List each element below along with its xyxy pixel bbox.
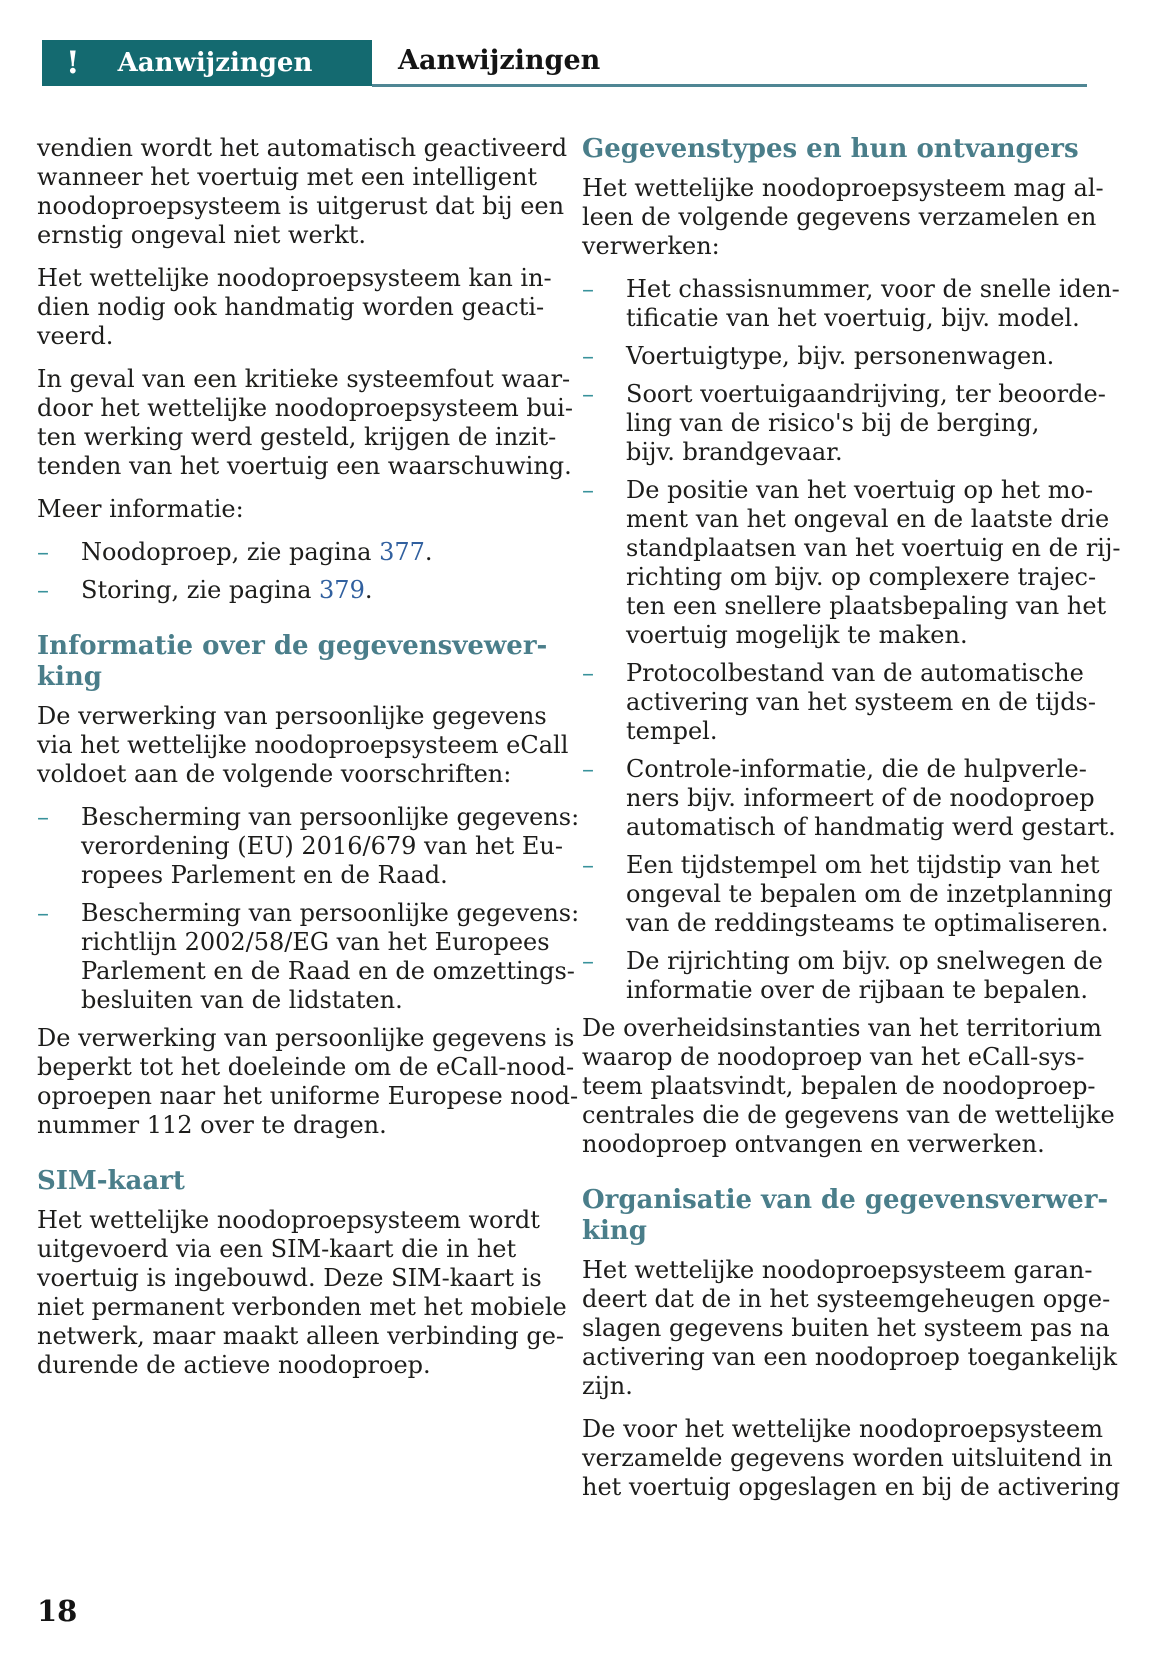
header-rule: [372, 84, 1087, 87]
list-item-text: [626, 755, 1116, 842]
dash-bullet-icon: –: [582, 659, 594, 687]
paragraph: [37, 134, 568, 250]
text-line: leen de volgende gegevens verzamelen en: [582, 203, 1097, 231]
dash-list: [37, 538, 529, 605]
text-line: king: [37, 662, 102, 692]
list-item-text: [626, 659, 1096, 746]
text-line: De verwerking van persoonlijke gegevens: [37, 702, 547, 730]
text-line: Het chassisnummer, voor de snelle iden-: [626, 275, 1120, 303]
section-heading: [37, 631, 548, 693]
list-item-text: [81, 538, 529, 567]
text-line: De verwerking van persoonlijke gegevens is: [37, 1024, 575, 1052]
text-line: ners bijv. informeert of de noodoproep: [626, 784, 1095, 812]
text-line: informatie over de rijbaan te bepalen.: [626, 976, 1088, 1004]
section-heading: [37, 1166, 529, 1197]
paragraph: [582, 1014, 1115, 1159]
text-line: netwerk, maar maakt alleen verbinding ge-: [37, 1322, 565, 1350]
text-line: zijn.: [582, 1372, 633, 1400]
text-line: verzamelde gegevens worden uitsluitend in: [582, 1444, 1113, 1472]
text-line: verordening (EU) 2016/679 van het Eu-: [81, 832, 563, 860]
dash-bullet-icon: –: [37, 899, 49, 927]
text-line: ling van de risico's bij de berging,: [626, 409, 1040, 437]
text-run: .: [424, 538, 433, 566]
text-line: De rijrichting om bijv. op snelwegen de: [626, 947, 1103, 975]
right-column: [582, 134, 1121, 1516]
text-line: Bescherming van persoonlijke gegevens:: [81, 803, 580, 831]
text-line: wanneer het voertuig met een intelligent: [37, 163, 538, 191]
text-line: automatisch of handmatig werd gestart.: [626, 813, 1116, 841]
chapter-title: Aanwijzingen: [398, 45, 601, 76]
list-item: [582, 659, 1094, 746]
text-line: via het wettelijke noodoproepsysteem eCall: [37, 731, 569, 759]
list-item: [37, 576, 529, 605]
text-line: ten werking werd gesteld, krijgen de inzit-: [37, 423, 557, 451]
text-line: teem plaatsvindt, bepalen de noodoproep-: [582, 1072, 1096, 1100]
chapter-badge-label: Aanwijzingen: [117, 48, 313, 78]
text-line: vendien wordt het automatisch geactiveerd: [37, 134, 568, 162]
text-run: Storing, zie pagina: [81, 576, 320, 604]
text-line: Meer informatie:: [37, 495, 244, 523]
paragraph: [37, 1206, 567, 1380]
text-line: De voor het wettelijke noodoproepsysteem: [582, 1415, 1103, 1443]
text-line: dien nodig ook handmatig worden geacti-: [37, 293, 545, 321]
list-item: [582, 380, 1106, 467]
text-line: king: [582, 1216, 647, 1246]
list-item-text: [81, 803, 579, 890]
text-line: In geval van een kritieke systeemfout waar-: [37, 365, 571, 393]
text-line: Een tijdstempel om het tijdstip van het: [626, 851, 1100, 879]
list-item: [37, 803, 580, 890]
list-item: [582, 947, 1103, 1005]
text-line: tenden van het voertuig een waarschuwing.: [37, 452, 572, 480]
text-line: Soort voertuigaandrijving, ter beoorde-: [626, 380, 1106, 408]
dash-bullet-icon: –: [37, 538, 49, 566]
text-line: noodoproep ontvangen en verwerken.: [582, 1130, 1045, 1158]
dash-bullet-icon: –: [582, 947, 594, 975]
list-item-text: [626, 476, 1121, 650]
list-item-text: [81, 576, 529, 605]
left-column: [37, 134, 580, 1394]
text-line: [81, 538, 529, 567]
text-line: bijv. brandgevaar.: [626, 438, 843, 466]
text-line: Het wettelijke noodoproepsysteem garan-: [582, 1256, 1093, 1284]
text-line: Voertuigtype, bijv. personenwagen.: [626, 342, 1055, 370]
text-line: ropees Parlement en de Raad.: [81, 861, 448, 889]
page-link[interactable]: 379: [319, 576, 365, 604]
list-item-text: [81, 899, 579, 1015]
text-line: ernstig ongeval niet werkt.: [37, 221, 367, 249]
text-line: De positie van het voertuig op het mo-: [626, 476, 1094, 504]
dash-bullet-icon: –: [582, 380, 594, 408]
text-line: Informatie over de gegevensvewer-: [37, 631, 548, 661]
section-heading: [582, 134, 1094, 165]
paragraph: [582, 1415, 1121, 1502]
text-line: beperkt tot het doeleinde om de eCall-nood-: [37, 1053, 575, 1081]
text-line: uitgevoerd via een SIM-kaart die in het: [37, 1235, 517, 1263]
exclamation-icon: !: [66, 44, 80, 81]
paragraph: [582, 1256, 1118, 1401]
text-line: richtlijn 2002/58/EG van het Europees: [81, 928, 550, 956]
paragraph: [37, 264, 552, 351]
text-line: activering van een noodoproep toegankelijk: [582, 1343, 1118, 1371]
dash-bullet-icon: –: [582, 755, 594, 783]
dash-bullet-icon: –: [582, 476, 594, 504]
list-item-text: [626, 851, 1113, 938]
paragraph: [582, 174, 1104, 261]
text-line: Het wettelijke noodoproepsysteem mag al-: [582, 174, 1104, 202]
text-line: slagen gegevens buiten het systeem pas na: [582, 1314, 1110, 1342]
text-line: De overheidsinstanties van het territorium: [582, 1014, 1102, 1042]
list-item: [582, 342, 1094, 371]
page-number: 18: [37, 1594, 78, 1628]
text-line: durende de actieve noodoproep.: [37, 1351, 431, 1379]
text-line: deert dat de in het systeemgeheugen opge-: [582, 1285, 1111, 1313]
list-item: [582, 755, 1116, 842]
section-heading: [582, 1185, 1109, 1247]
text-line: SIM-kaart: [37, 1166, 185, 1196]
text-line: activering van het systeem en de tijds-: [626, 688, 1096, 716]
text-line: standplaatsen van het voertuig en de rij-: [626, 534, 1121, 562]
text-line: ment van het ongeval en de laatste drie: [626, 505, 1110, 533]
list-item: [37, 899, 580, 1015]
text-line: voertuig is ingebouwd. Deze SIM-kaart is: [37, 1264, 542, 1292]
text-line: centrales die de gegevens van de wettelijke: [582, 1101, 1115, 1129]
text-line: nummer 112 over te dragen.: [37, 1111, 387, 1139]
text-line: Controle-informatie, die de hulpverle-: [626, 755, 1087, 783]
text-line: [81, 576, 529, 605]
text-line: ten een snellere plaatsbepaling van het: [626, 592, 1107, 620]
text-line: Protocolbestand van de automatische: [626, 659, 1084, 687]
text-line: richting om bijv. op complexere trajec-: [626, 563, 1097, 591]
paragraph: [37, 702, 569, 789]
text-line: veerd.: [37, 322, 114, 350]
paragraph: [37, 1024, 579, 1140]
text-line: Parlement en de Raad en de omzettings-: [81, 957, 575, 985]
text-line: tempel.: [626, 717, 718, 745]
chapter-badge: [42, 40, 372, 86]
dash-bullet-icon: –: [582, 342, 594, 370]
text-line: ongeval te bepalen om de inzetplanning: [626, 880, 1113, 908]
dash-bullet-icon: –: [582, 851, 594, 879]
text-line: door het wettelijke noodoproepsysteem bui-: [37, 394, 573, 422]
text-line: tificatie van het voertuig, bijv. model.: [626, 304, 1080, 332]
text-run: .: [364, 576, 373, 604]
dash-bullet-icon: –: [582, 275, 594, 303]
dash-list: [582, 275, 1121, 1005]
text-line: Bescherming van persoonlijke gegevens:: [81, 899, 580, 927]
dash-bullet-icon: –: [37, 803, 49, 831]
list-item-text: [626, 275, 1120, 333]
text-line: Organisatie van de gegevensverwer-: [582, 1185, 1109, 1215]
text-line: oproepen naar het uniforme Europese nood-: [37, 1082, 579, 1110]
list-item: [37, 538, 529, 567]
dash-bullet-icon: –: [37, 576, 49, 604]
list-item-text: [626, 947, 1103, 1005]
page-link[interactable]: 377: [379, 538, 425, 566]
list-item-text: [626, 342, 1094, 371]
text-line: besluiten van de lidstaten.: [81, 986, 403, 1014]
text-line: het voertuig opgeslagen en bij de activering: [582, 1473, 1121, 1501]
text-line: Het wettelijke noodoproepsysteem wordt: [37, 1206, 540, 1234]
text-line: Gegevenstypes en hun ontvangers: [582, 134, 1079, 164]
paragraph: [37, 495, 529, 524]
text-line: van de reddingsteams te optimaliseren.: [626, 909, 1109, 937]
paragraph: [37, 365, 573, 481]
text-line: Het wettelijke noodoproepsysteem kan in-: [37, 264, 552, 292]
list-item-text: [626, 380, 1106, 467]
list-item: [582, 275, 1120, 333]
list-item: [582, 851, 1113, 938]
text-line: voertuig mogelijk te maken.: [626, 621, 968, 649]
text-line: noodoproepsysteem is uitgerust dat bij een: [37, 192, 565, 220]
text-line: waarop de noodoproep van het eCall-sys-: [582, 1043, 1085, 1071]
dash-list: [37, 803, 580, 1015]
list-item: [582, 476, 1121, 650]
text-line: niet permanent verbonden met het mobiele: [37, 1293, 567, 1321]
text-line: voldoet aan de volgende voorschriften:: [37, 760, 512, 788]
text-line: verwerken:: [582, 232, 720, 260]
text-run: Noodoproep, zie pagina: [81, 538, 380, 566]
